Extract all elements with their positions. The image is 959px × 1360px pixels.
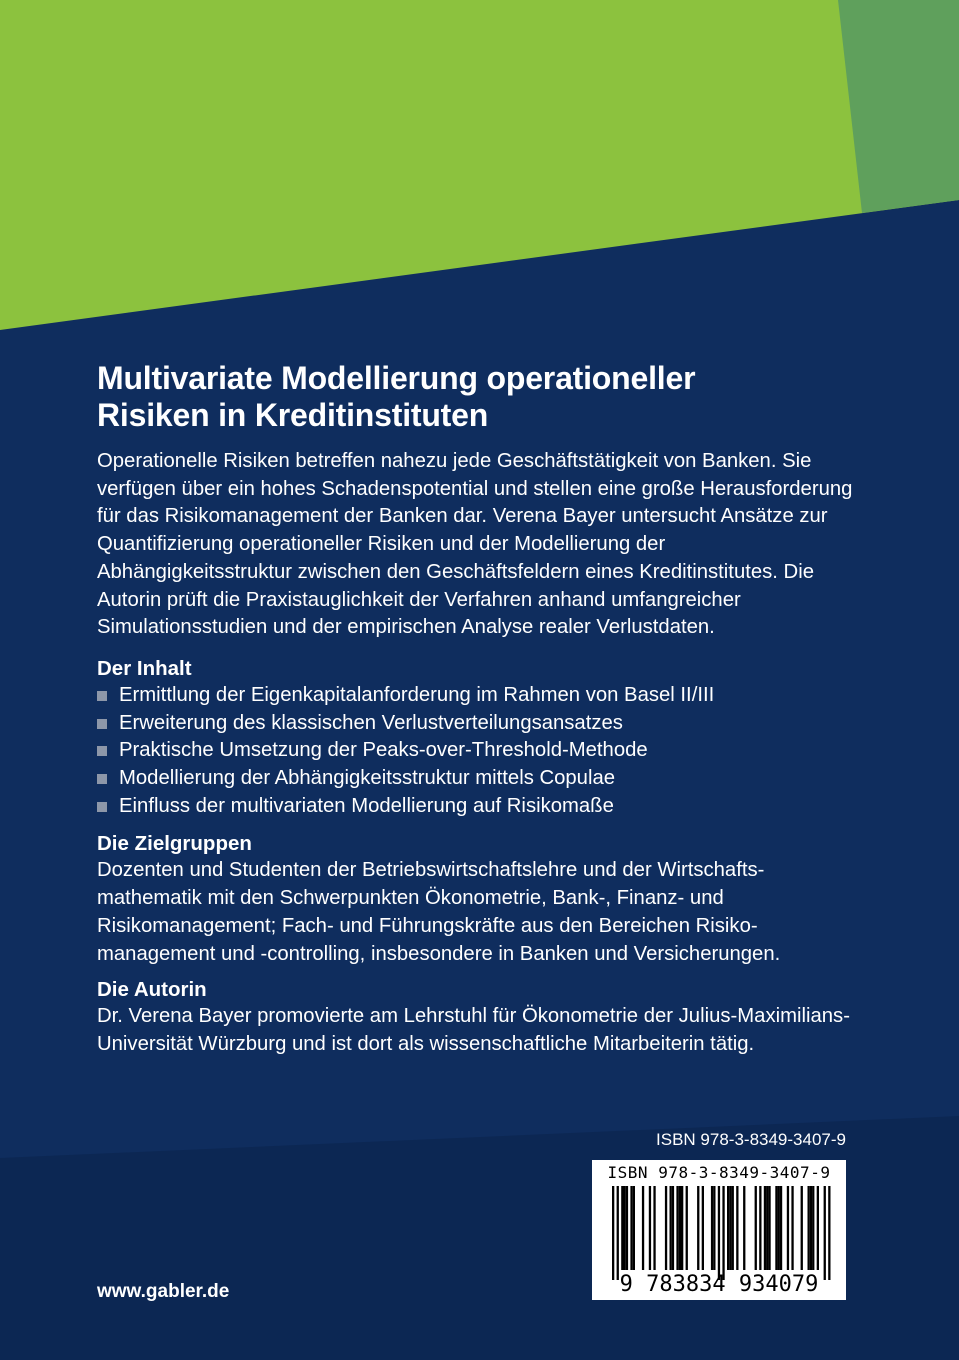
barcode-bar xyxy=(612,1186,614,1280)
bullet-square-icon xyxy=(97,774,107,784)
barcode-bar xyxy=(766,1186,768,1270)
barcode-bar xyxy=(676,1186,678,1270)
barcode-bar xyxy=(743,1186,745,1270)
barcode-digits: 9 783834 934079 xyxy=(619,1272,819,1297)
barcode-bar xyxy=(718,1186,720,1280)
barcode-bar xyxy=(670,1186,672,1270)
autorin-heading: Die Autorin xyxy=(97,978,207,1002)
barcode-bar xyxy=(672,1186,674,1270)
list-item: Praktische Umsetzung der Peaks-over-Threshold-Methode xyxy=(97,737,857,765)
bullet-square-icon xyxy=(97,746,107,756)
barcode-bar xyxy=(653,1186,655,1270)
bullet-square-icon xyxy=(97,802,107,812)
autorin-text: Dr. Verena Bayer promovierte am Lehrstuhl für Ökonometrie der Julius-Maximilians-Universität Würzburg und ist dort als wissenschaftliche Mitarbeiterin tätig. xyxy=(97,1005,850,1055)
zielgruppen-text: Dozenten und Studenten der Betriebswirtschaftslehre und der Wirtschaftsmathematik mit den Schwerpunkten Ökonometrie, Bank-, Finanz- und Risikomanagement; Fach- und Führungskräfte aus den Bereichen Risikomanagement und -controlling, insbesondere in Banken und Versicherungen. xyxy=(97,859,781,965)
list-item: Modellierung der Abhängigkeitsstruktur mittels Copulae xyxy=(97,765,857,793)
barcode-bar xyxy=(681,1186,683,1270)
barcode-bar xyxy=(621,1186,623,1270)
barcode-bar xyxy=(679,1186,681,1270)
barcode-bar xyxy=(617,1186,619,1280)
barcode-bar xyxy=(665,1186,667,1270)
zielgruppen-heading: Die Zielgruppen xyxy=(97,832,252,856)
barcode-bar xyxy=(787,1186,789,1270)
barcode-bar xyxy=(686,1186,688,1270)
list-item: Einfluss der multivariaten Modellierung auf Risikomaße xyxy=(97,793,857,821)
barcode-bar xyxy=(759,1186,761,1270)
book-title xyxy=(97,360,857,434)
barcode-bar xyxy=(755,1186,757,1270)
barcode-bar xyxy=(808,1186,810,1270)
barcode-bar xyxy=(626,1186,628,1270)
isbn-barcode xyxy=(592,1160,846,1300)
barcode-bar xyxy=(729,1186,731,1270)
barcode-bar xyxy=(736,1186,738,1270)
list-item: Erweiterung des klassischen Verlustverteilungsansatzes xyxy=(97,710,857,738)
barcode-bar xyxy=(791,1186,793,1270)
inhalt-heading: Der Inhalt xyxy=(97,656,192,680)
barcode-bar xyxy=(722,1186,724,1280)
inhalt-list xyxy=(97,682,857,821)
barcode-bar xyxy=(649,1186,651,1270)
barcode-top-text: ISBN 978-3-8349-3407-9 xyxy=(607,1163,831,1182)
barcode-bar xyxy=(711,1186,713,1270)
list-item: Ermittlung der Eigenkapitalanforderung im Rahmen von Basel II/III xyxy=(97,682,857,710)
barcode-bar xyxy=(828,1186,830,1280)
isbn-label: ISBN 978-3-8349-3407-9 xyxy=(656,1130,846,1149)
barcode-bar xyxy=(817,1186,819,1270)
barcode-bar xyxy=(801,1186,803,1270)
barcode-bar xyxy=(812,1186,814,1270)
title-line-1: Multivariate Modellierung operationeller xyxy=(97,360,696,396)
barcode-bar xyxy=(764,1186,766,1270)
barcode-bar xyxy=(778,1186,780,1270)
barcode-bar xyxy=(697,1186,699,1270)
barcode-bar xyxy=(732,1186,734,1270)
barcode-bar xyxy=(727,1186,729,1270)
title-line-2: Risiken in Kreditinstituten xyxy=(97,397,489,433)
bullet-square-icon xyxy=(97,691,107,701)
back-cover-text xyxy=(97,360,857,1067)
barcode-bar xyxy=(810,1186,812,1270)
barcode-bar xyxy=(775,1186,777,1270)
barcode-bar xyxy=(713,1186,715,1270)
barcode-bar xyxy=(780,1186,782,1270)
intro-paragraph: Operationelle Risiken betreffen nahezu jede Geschäftstätigkeit von Banken. Sie verfügen über ein hohes Schadenspotential und stellen eine große Herausforderung für das Risikomanagement der Banken dar. Verena Bayer untersucht Ansätze zur Quantifizierung operationeller Risiken und der Modellierung der Abhängigkeitsstruktur zwischen den Geschäftsfeldern eines Kreditinstitutes. Die Autorin prüft die Praxistauglichkeit der Verfahren anhand umfangreicher Simulationsstudien und der empirischen Analyse realer Verlustdaten. xyxy=(97,450,853,639)
barcode-bar xyxy=(630,1186,632,1270)
barcode-bar xyxy=(702,1186,704,1270)
publisher-url: www.gabler.de xyxy=(97,1281,230,1302)
barcode-bar xyxy=(633,1186,635,1270)
bullet-square-icon xyxy=(97,719,107,729)
barcode-bar xyxy=(642,1186,644,1270)
barcode-bar xyxy=(824,1186,826,1280)
barcode-bar xyxy=(624,1186,626,1270)
barcode-bar xyxy=(768,1186,770,1270)
